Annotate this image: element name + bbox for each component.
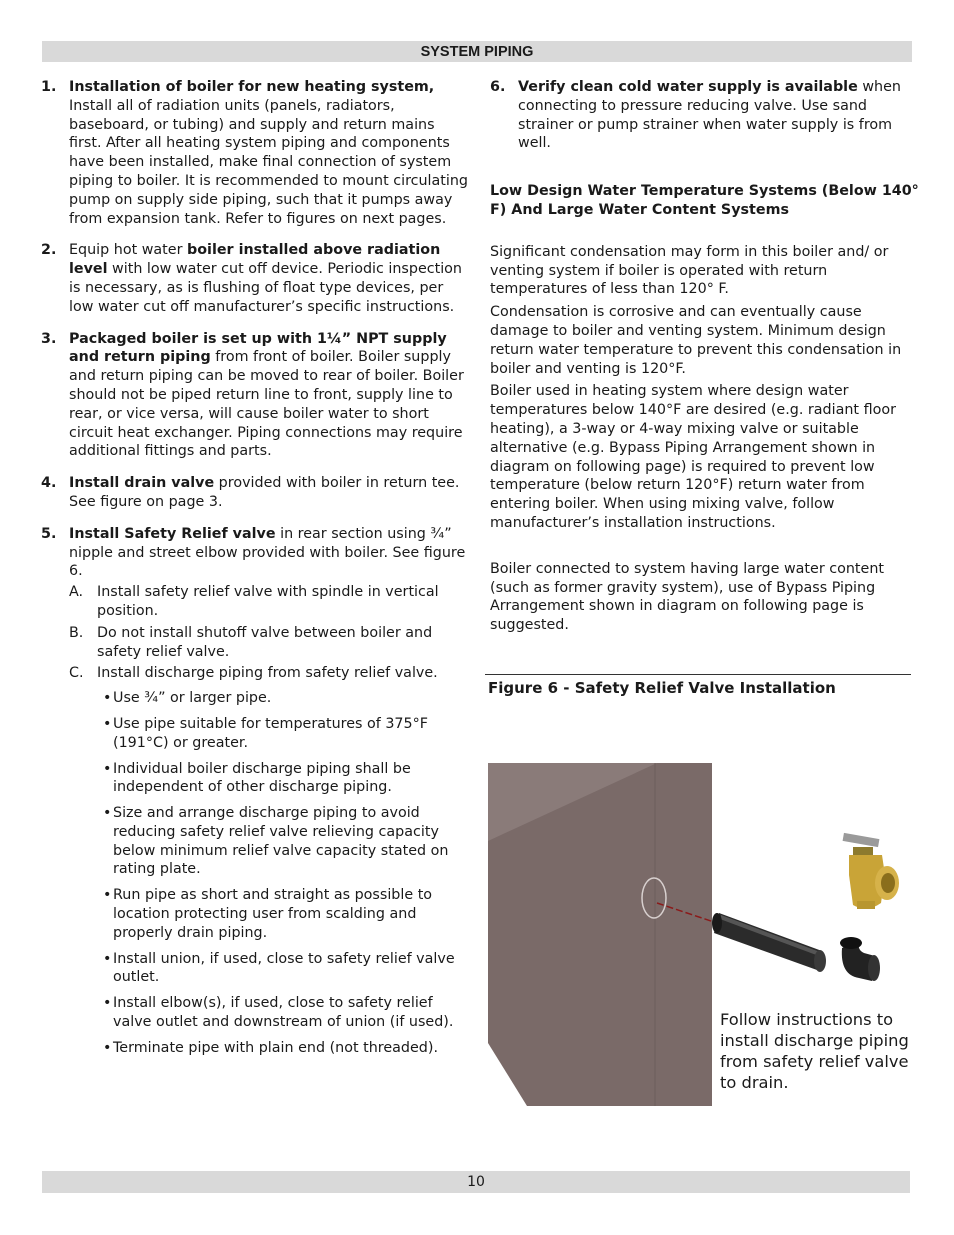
list-item: • Terminate pipe with plain end (not threaded). bbox=[103, 1039, 469, 1058]
item-text: when connecting to pressure reducing valve. Use sand strainer or pump strainer when water supply is from well. bbox=[518, 79, 901, 152]
right-column bbox=[490, 78, 920, 635]
paragraph: Boiler connected to system having large water content (such as former gravity system), use of Bypass Piping Arrangement shown in diagram on following page is suggested. bbox=[490, 560, 884, 634]
sub-item-a bbox=[69, 583, 469, 621]
item-number: 4. bbox=[41, 475, 57, 492]
street-elbow bbox=[840, 937, 880, 981]
page-footer bbox=[42, 1171, 910, 1193]
sub-text: Install discharge piping from safety relief valve. bbox=[97, 665, 438, 682]
item-heading: Install drain valve bbox=[69, 475, 215, 492]
item-text: from front of boiler. Boiler supply and return piping can be moved to rear of boiler. Boiler should not be piped return line to front, supply line to rear, or vice versa, will cause boiler water to short circuit heat exchanger. Piping connections may require additional fittings and parts. bbox=[69, 349, 464, 460]
item-text: in rear section using ¾” nipple and street elbow provided with boiler. See figure 6. bbox=[69, 525, 466, 580]
sub-item-b bbox=[69, 624, 469, 662]
discharge-pipe bbox=[712, 913, 826, 972]
instruction-item-6 bbox=[490, 78, 920, 153]
sub-text: Do not install shutoff valve between boiler and safety relief valve. bbox=[97, 624, 433, 660]
sub-letter: B. bbox=[69, 624, 84, 641]
list-item: • Install elbow(s), if used, close to safety relief valve outlet and downstream of union (if used). bbox=[103, 994, 469, 1032]
list-item: • Individual boiler discharge piping shall be independent of other discharge piping. bbox=[103, 760, 469, 798]
item-number: 6. bbox=[490, 79, 506, 95]
discharge-piping-list bbox=[103, 689, 469, 1058]
item-text: with low water cut off device. Periodic inspection is necessary, as is flushing of float type devices, per low water cut off manufacturer’s specific instructions. bbox=[69, 261, 462, 315]
item-number: 3. bbox=[41, 330, 57, 347]
item-number: 1. bbox=[41, 79, 57, 95]
item-text-pre: Equip hot water bbox=[69, 242, 187, 259]
list-item: • Size and arrange discharge piping to avoid reducing safety relief valve relieving capacity below minimum relief valve capacity stated on rating plate. bbox=[103, 804, 469, 879]
left-column bbox=[41, 78, 469, 1071]
instruction-item-5 bbox=[41, 525, 469, 1058]
page-number: 10 bbox=[467, 1174, 485, 1190]
item-heading: Verify clean cold water supply is available bbox=[518, 79, 858, 95]
item-heading: Install Safety Relief valve bbox=[69, 525, 276, 542]
list-item: • Use pipe suitable for temperatures of 375°F (191°C) or greater. bbox=[103, 715, 469, 753]
section-header bbox=[42, 41, 912, 62]
instruction-item-3 bbox=[41, 330, 469, 462]
sub-item-c bbox=[69, 664, 469, 683]
item-text: Install all of radiation units (panels, radiators, baseboard, or tubing) and supply and return mains first. After all heating system piping and components have been installed, make final connection of system piping to boiler. It is recommended to mount circulating pump on supply side piping, such that it pumps away from expansion tank. Refer to figures on next pages. bbox=[69, 97, 468, 227]
item-number: 5. bbox=[41, 525, 57, 542]
figure-divider bbox=[485, 674, 911, 675]
list-item: • Run pipe as short and straight as possible to location protecting user from scalding and properly drain piping. bbox=[103, 886, 469, 942]
figure-note: Follow instructions to install discharge piping from safety relief valve to drain. bbox=[720, 1010, 909, 1092]
safety-relief-valve bbox=[843, 833, 899, 909]
list-item: • Install union, if used, close to safety relief valve outlet. bbox=[103, 950, 469, 988]
sub-letter: C. bbox=[69, 665, 84, 682]
paragraph: Significant condensation may form in this boiler and/ or venting system if boiler is operated with return temperatures of less than 120° F. bbox=[490, 243, 889, 298]
sub-letter: A. bbox=[69, 584, 84, 601]
item-heading: Installation of boiler for new heating system, bbox=[69, 79, 435, 95]
figure-caption: Figure 6 - Safety Relief Valve Installation bbox=[488, 679, 836, 697]
paragraph: Condensation is corrosive and can eventually cause damage to boiler and venting system. Minimum design return water temperature to prevent this condensation in boiler and venting is 120°F. bbox=[490, 304, 902, 377]
item-heading: boiler installed above radiation level bbox=[69, 242, 441, 278]
section-title: SYSTEM PIPING bbox=[420, 44, 534, 60]
item-text: provided with boiler in return tee. See figure on page 3. bbox=[69, 475, 460, 510]
list-item: • Use ¾” or larger pipe. bbox=[103, 689, 469, 708]
item-number: 2. bbox=[41, 242, 57, 259]
item-heading: Packaged boiler is set up with 1¼” NPT supply and return piping bbox=[69, 330, 447, 366]
instruction-item-2 bbox=[41, 241, 469, 316]
instruction-item-1 bbox=[41, 78, 469, 228]
sub-text: Install safety relief valve with spindle in vertical position. bbox=[97, 584, 439, 619]
instruction-item-4 bbox=[41, 474, 469, 512]
paragraph: Boiler used in heating system where design water temperatures below 140°F are desired (e.g. radiant floor heating), a 3-way or 4-way mixing valve or suitable alternative (e.g. Bypass Piping Arrangement shown in diagram on following page) is required to prevent low temperature (below return 120°F) return water from entering boiler. When using mixing valve, follow manufacturer’s installation instructions. bbox=[490, 383, 896, 531]
section-heading: Low Design Water Temperature Systems (Below 140° F) And Large Water Content Systems bbox=[490, 183, 919, 218]
